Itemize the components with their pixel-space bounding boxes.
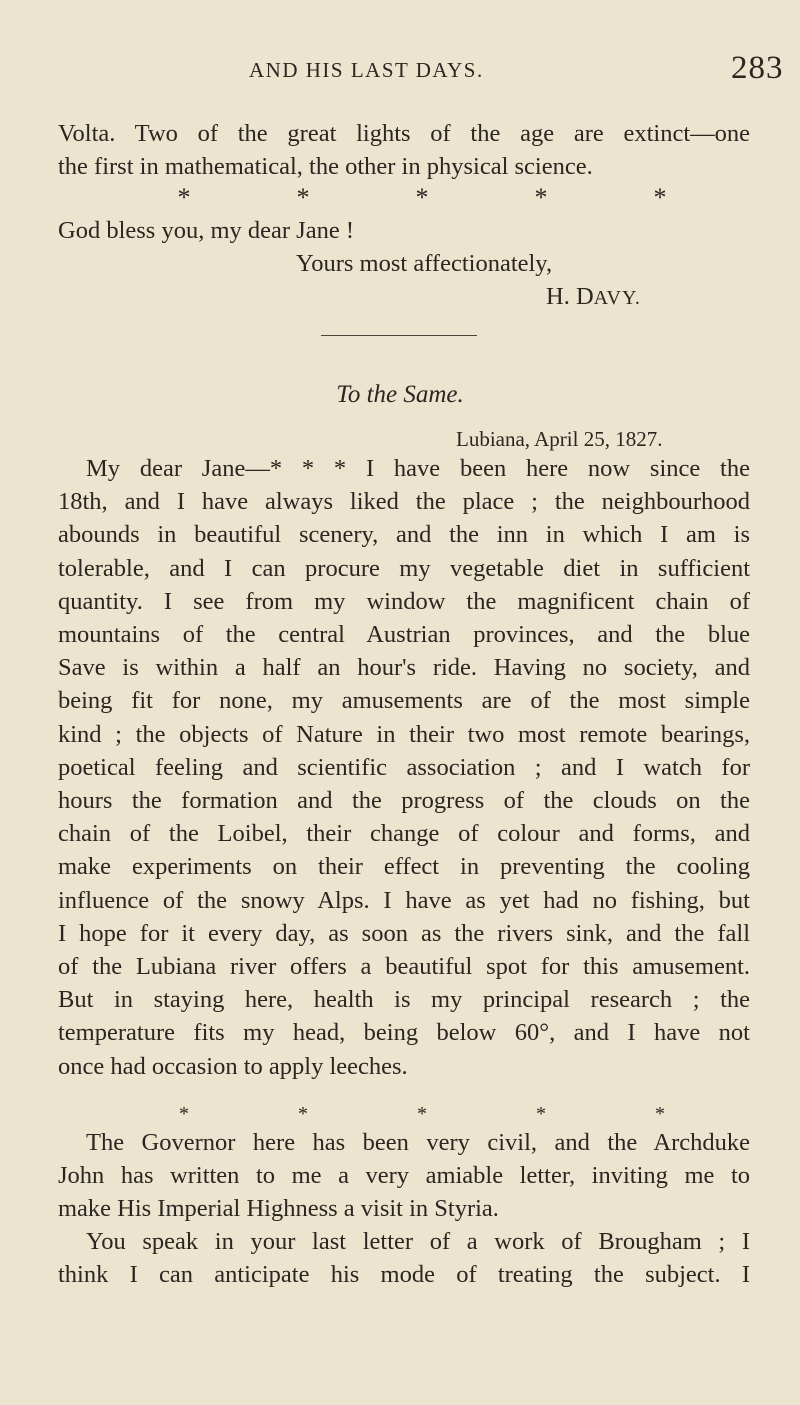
signature [546,280,641,315]
text-line: tolerable, and I can procure my vegetable diet in sufficient [58,554,750,582]
text-line: think I can anticipate his mode of treating the subject. I [58,1261,750,1288]
asterism [174,183,670,213]
text-line: You speak in your last letter of a work of Brougham ; I [86,1228,750,1255]
asterisk: * [415,183,429,212]
running-title: AND HIS LAST DAYS. [249,58,484,82]
text-line: being fit for none, my amusements are of the most simple [58,687,750,715]
letter-heading: To the Same. [336,381,464,408]
text-line: quantity. I see from my window the magnificent chain of [58,587,750,615]
section-divider [321,335,477,336]
valediction: Yours most affectionately, [296,250,553,277]
text-line: Save is within a half an hour's ride. Having no society, and [58,654,750,682]
asterisk: * [653,183,667,212]
text-line: hours the formation and the progress of the clouds on the [58,787,750,814]
asterisk: * [296,183,310,212]
closing-line: God bless you, my dear Jane ! [58,217,354,244]
asterisk: * [179,1103,189,1125]
text-line: The Governor here has been very civil, and the Archduke [86,1129,750,1156]
text-line: 18th, and I have always liked the place ; the neighbourhood [58,488,750,516]
asterism [174,1099,670,1129]
text-line: chain of the Loibel, their change of colour and forms, and [58,820,750,848]
text-line: John has written to me a very amiable letter, inviting me to [58,1162,750,1189]
asterisk: * [536,1103,546,1125]
text-line: influence of the snowy Alps. I have as yet had no fishing, but [58,886,750,914]
asterisk: * [655,1103,665,1125]
asterisk: * [534,183,548,212]
asterisk: * [298,1103,308,1125]
text-line: once had occasion to apply leeches. [58,1052,408,1080]
text-line: make experiments on their effect in preventing the cooling [58,853,750,881]
text-line: kind ; the objects of Nature in their two most remote bearings, [58,720,750,748]
text-line: I hope for it every day, as soon as the rivers sink, and the fall [58,919,750,947]
signature-surname-smallcaps: AVY. [593,287,641,309]
text-line: My dear Jane—* * * I have been here now since the [86,455,750,482]
text-line: Volta. Two of the great lights of the age are extinct—one [58,120,750,147]
asterisk: * [177,183,191,212]
text-line: But in staying here, health is my principal research ; the [58,986,750,1014]
text-line: the first in mathematical, the other in physical science. [58,153,593,180]
running-head [0,50,800,90]
text-line: of the Lubiana river offers a beautiful spot for this amusement. [58,953,750,980]
text-line: make His Imperial Highness a visit in Styria. [58,1195,499,1222]
signature-initial: H. [546,283,570,310]
text-line: mountains of the central Austrian provinces, and the blue [58,621,750,648]
text-line: temperature fits my head, being below 60°, and I have not [58,1019,750,1047]
text-line: abounds in beautiful scenery, and the inn in which I am is [58,521,750,549]
dateline: Lubiana, April 25, 1827. [456,427,663,451]
page-number: 283 [731,50,784,86]
signature-surname: DAVY. [575,283,641,310]
text-line: poetical feeling and scientific association ; and I watch for [58,753,750,781]
asterisk: * [417,1103,427,1125]
